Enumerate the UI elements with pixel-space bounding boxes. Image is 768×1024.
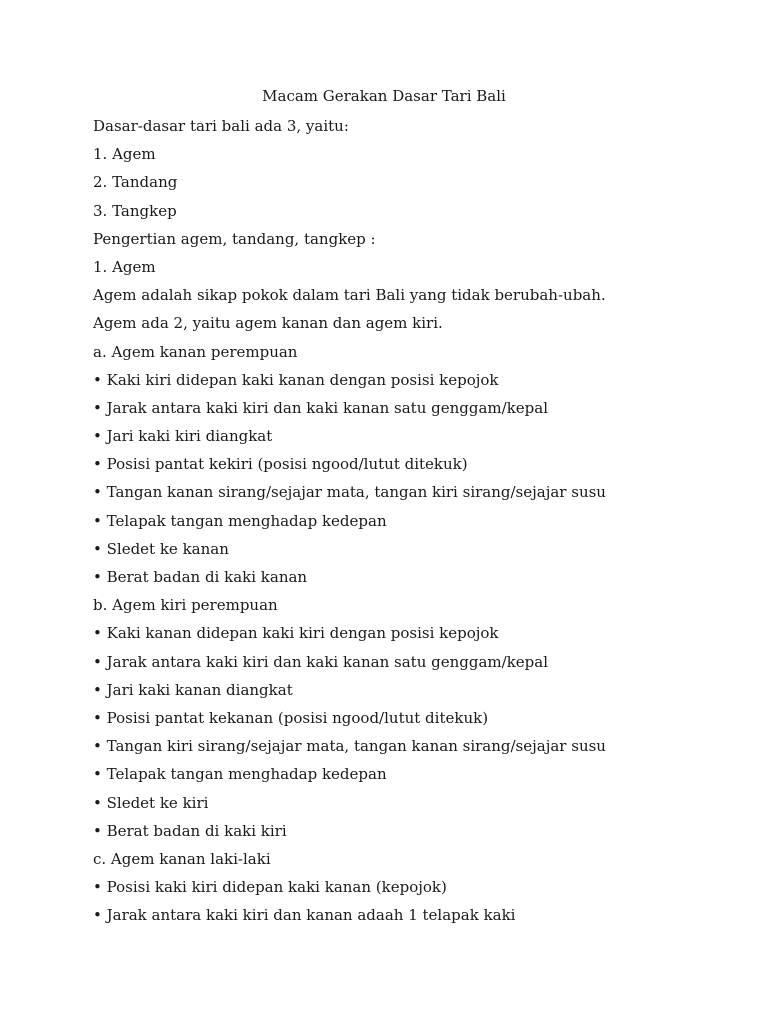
text-line: • Jarak antara kaki kiri dan kaki kanan satu genggam/kepal xyxy=(93,398,549,417)
text-line: 2. Tandang xyxy=(93,173,178,192)
text-line: Agem adalah sikap pokok dalam tari Bali yang tidak berubah-ubah. xyxy=(93,286,606,305)
text-line: c. Agem kanan laki-laki xyxy=(93,849,271,868)
text-line: • Telapak tangan menghadap kedepan xyxy=(93,511,387,530)
text-line: b. Agem kiri perempuan xyxy=(93,596,278,615)
text-line: Dasar-dasar tari bali ada 3, yaitu: xyxy=(93,117,349,135)
text-line: 1. Agem xyxy=(93,145,156,164)
text-line: • Berat badan di kaki kanan xyxy=(93,568,308,586)
text-line: • Berat badan di kaki kiri xyxy=(93,821,287,840)
text-line: 3. Tangkep xyxy=(93,201,177,220)
document-body xyxy=(93,112,733,929)
text-line: Agem ada 2, yaitu agem kanan dan agem kiri. xyxy=(93,314,443,333)
document-title: Macam Gerakan Dasar Tari Bali xyxy=(262,87,506,105)
text-line: • Tangan kiri sirang/sejajar mata, tangan kanan sirang/sejajar susu xyxy=(93,737,606,756)
text-line: • Kaki kanan didepan kaki kiri dengan posisi kepojok xyxy=(93,624,499,643)
text-line: • Jari kaki kiri diangkat xyxy=(93,427,273,446)
text-line: Pengertian agem, tandang, tangkep : xyxy=(93,229,376,248)
text-line: • Posisi kaki kiri didepan kaki kanan (kepojok) xyxy=(93,878,447,897)
text-line: a. Agem kanan perempuan xyxy=(93,342,298,361)
text-line: • Posisi pantat kekanan (posisi ngood/lutut ditekuk) xyxy=(93,708,489,727)
text-line: • Kaki kiri didepan kaki kanan dengan posisi kepojok xyxy=(93,370,499,389)
text-line: • Jarak antara kaki kiri dan kanan adaah 1 telapak kaki xyxy=(93,906,516,925)
text-line: • Tangan kanan sirang/sejajar mata, tangan kiri sirang/sejajar susu xyxy=(93,483,606,502)
text-line: • Jarak antara kaki kiri dan kaki kanan satu genggam/kepal xyxy=(93,652,549,671)
text-line: • Sledet ke kiri xyxy=(93,793,209,812)
text-line: • Sledet ke kanan xyxy=(93,539,229,558)
text-line: • Jari kaki kanan diangkat xyxy=(93,680,293,699)
text-line: 1. Agem xyxy=(93,257,156,276)
text-line: • Posisi pantat kekiri (posisi ngood/lutut ditekuk) xyxy=(93,455,468,474)
text-line: • Telapak tangan menghadap kedepan xyxy=(93,765,387,784)
